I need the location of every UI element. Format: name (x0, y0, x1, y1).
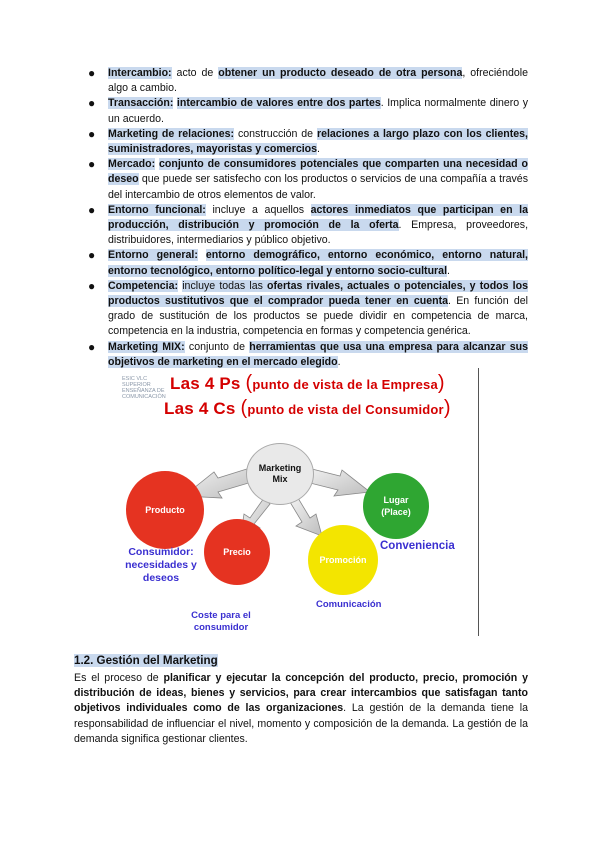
definition-text: incluye a aquellos (212, 203, 311, 216)
section-paragraph (74, 671, 528, 747)
definition-item (84, 127, 528, 157)
mix-label-1: Marketing (258, 463, 302, 473)
para-part-2: planificar y ejecutar la concepción del producto, precio, promoción y distribución de ideas, bienes y servicios, para crear intercambios que satisfagan tanto objetivos individuales como de las organizaciones (74, 672, 528, 715)
bullet-icon: ● (88, 202, 96, 217)
comunicacion-label: Comunicación (316, 599, 382, 610)
definition-text: entorno demográfico, entorno económico, entorno natural, entorno tecnológico, entorno político-legal y entorno socio-cultural (108, 249, 529, 277)
definition-term: Intercambio: (108, 67, 172, 79)
lugar-circle (363, 473, 429, 539)
title-4cs-sub: punto de vista del Consumidor (247, 402, 444, 417)
promocion-label: Promoción (319, 555, 367, 565)
definition-text: conjunto de consumidores potenciales que comparten una necesidad o deseo (108, 158, 528, 186)
definition-item (84, 66, 528, 96)
bullet-icon: ● (88, 157, 96, 172)
definition-text: relaciones a largo plazo con los clientes, suministradores, mayoristas y comercios (108, 127, 528, 156)
bullet-icon: ● (88, 339, 96, 354)
bullet-icon: ● (88, 66, 96, 80)
lugar-label-1: Lugar (383, 495, 409, 505)
definition-text: acto de (176, 67, 219, 79)
bullet-icon: ● (88, 96, 96, 111)
section-heading-text: 1.2. Gestión del Marketing (74, 654, 218, 667)
definition-text: . En función del grado de sustitución de los productos se puede dividir en competencia de marca, competencia en la industria, competencia en formas y competencia genérica. (108, 295, 529, 338)
definition-text: . (337, 355, 341, 368)
school-logo: ESIC VLC SUPERIOR ENSEÑANZA DE COMUNICACIÓN (122, 376, 166, 400)
mix-label-2: Mix (272, 474, 288, 484)
coste-label: Coste para el consumidor (191, 610, 251, 633)
definition-text: . (317, 143, 320, 156)
definition-item (84, 340, 528, 370)
bullet-icon: ● (88, 248, 96, 263)
definition-text: actores inmediatos que participan en la producción, distribución y promoción de la oferta (108, 203, 528, 232)
definition-item (84, 157, 528, 203)
title-4ps-main: Las 4 Ps (170, 374, 241, 393)
marketing-mix-circle (246, 443, 314, 505)
precio-circle (204, 519, 270, 585)
definition-item (84, 248, 528, 278)
definition-text: incluye todas las (182, 279, 268, 292)
definition-text: intercambio de valores entre dos partes (176, 97, 381, 110)
definition-term: Competencia: (108, 279, 179, 292)
title-4cs: Las 4 Cs (punto de vista del Consumidor) (164, 397, 451, 419)
bullet-icon: ● (88, 126, 96, 141)
definition-text: herramientas que usa una empresa para alcanzar sus objetivos de marketing en el mercado elegido (108, 340, 528, 368)
producto-circle (126, 471, 204, 549)
definition-term: Marketing de relaciones: (108, 127, 235, 140)
para-part-3: . La gestión de la demanda tiene la responsabilidad de influenciar el nivel, momento y composición de la demanda. La gestión de la demanda significa gestionar clientes. (74, 702, 528, 745)
arrow-to-promocion (290, 498, 322, 536)
lugar-label-2: (Place) (381, 507, 411, 517)
definition-term: Entorno general: (108, 249, 198, 262)
bullet-icon: ● (88, 278, 96, 293)
producto-label: Producto (145, 505, 185, 515)
definition-text: que puede ser satisfecho con los productos o servicios de una compañía a través del intercambio de otros elementos de valor. (108, 173, 528, 201)
conveniencia-label: Conveniencia (380, 540, 455, 552)
consumidor-label: Consumidor: necesidades y deseos (125, 546, 197, 584)
definition-term: Marketing MIX: (108, 340, 185, 353)
definition-list (84, 66, 528, 370)
definition-item (84, 203, 528, 249)
definition-text: . Implica normalmente dinero y un acuerdo. (108, 97, 529, 125)
definition-text: , ofreciéndole algo a cambio. (108, 67, 528, 95)
precio-label: Precio (223, 547, 251, 557)
definition-text: ofertas rivales, actuales o potenciales, y todos los productos sustitutivos que el comprador pueda tener en cuenta (108, 279, 528, 308)
para-part-1: Es el proceso de (74, 672, 164, 684)
definition-term: Mercado: (108, 158, 156, 171)
definition-item (84, 96, 528, 126)
definition-text: conjunto de (188, 340, 250, 353)
definition-term: Transacción: (108, 97, 174, 110)
title-4ps: Las 4 Ps (punto de vista de la Empresa) (170, 372, 445, 394)
definition-text: . (447, 264, 450, 277)
title-4ps-sub: punto de vista de la Empresa (252, 377, 438, 392)
promocion-circle (308, 525, 378, 595)
definition-item (84, 279, 528, 340)
section-heading (74, 654, 218, 667)
definition-text: obtener un producto deseado de otra persona (218, 67, 463, 79)
marketing-mix-figure (118, 368, 480, 636)
definition-term: Entorno funcional: (108, 203, 206, 216)
title-4cs-main: Las 4 Cs (164, 399, 236, 418)
arrow-to-lugar (306, 468, 370, 496)
definition-text: construcción de (237, 127, 317, 140)
definition-text: . Empresa, proveedores, distribuidores, intermediarios y público objetivo. (108, 219, 529, 247)
